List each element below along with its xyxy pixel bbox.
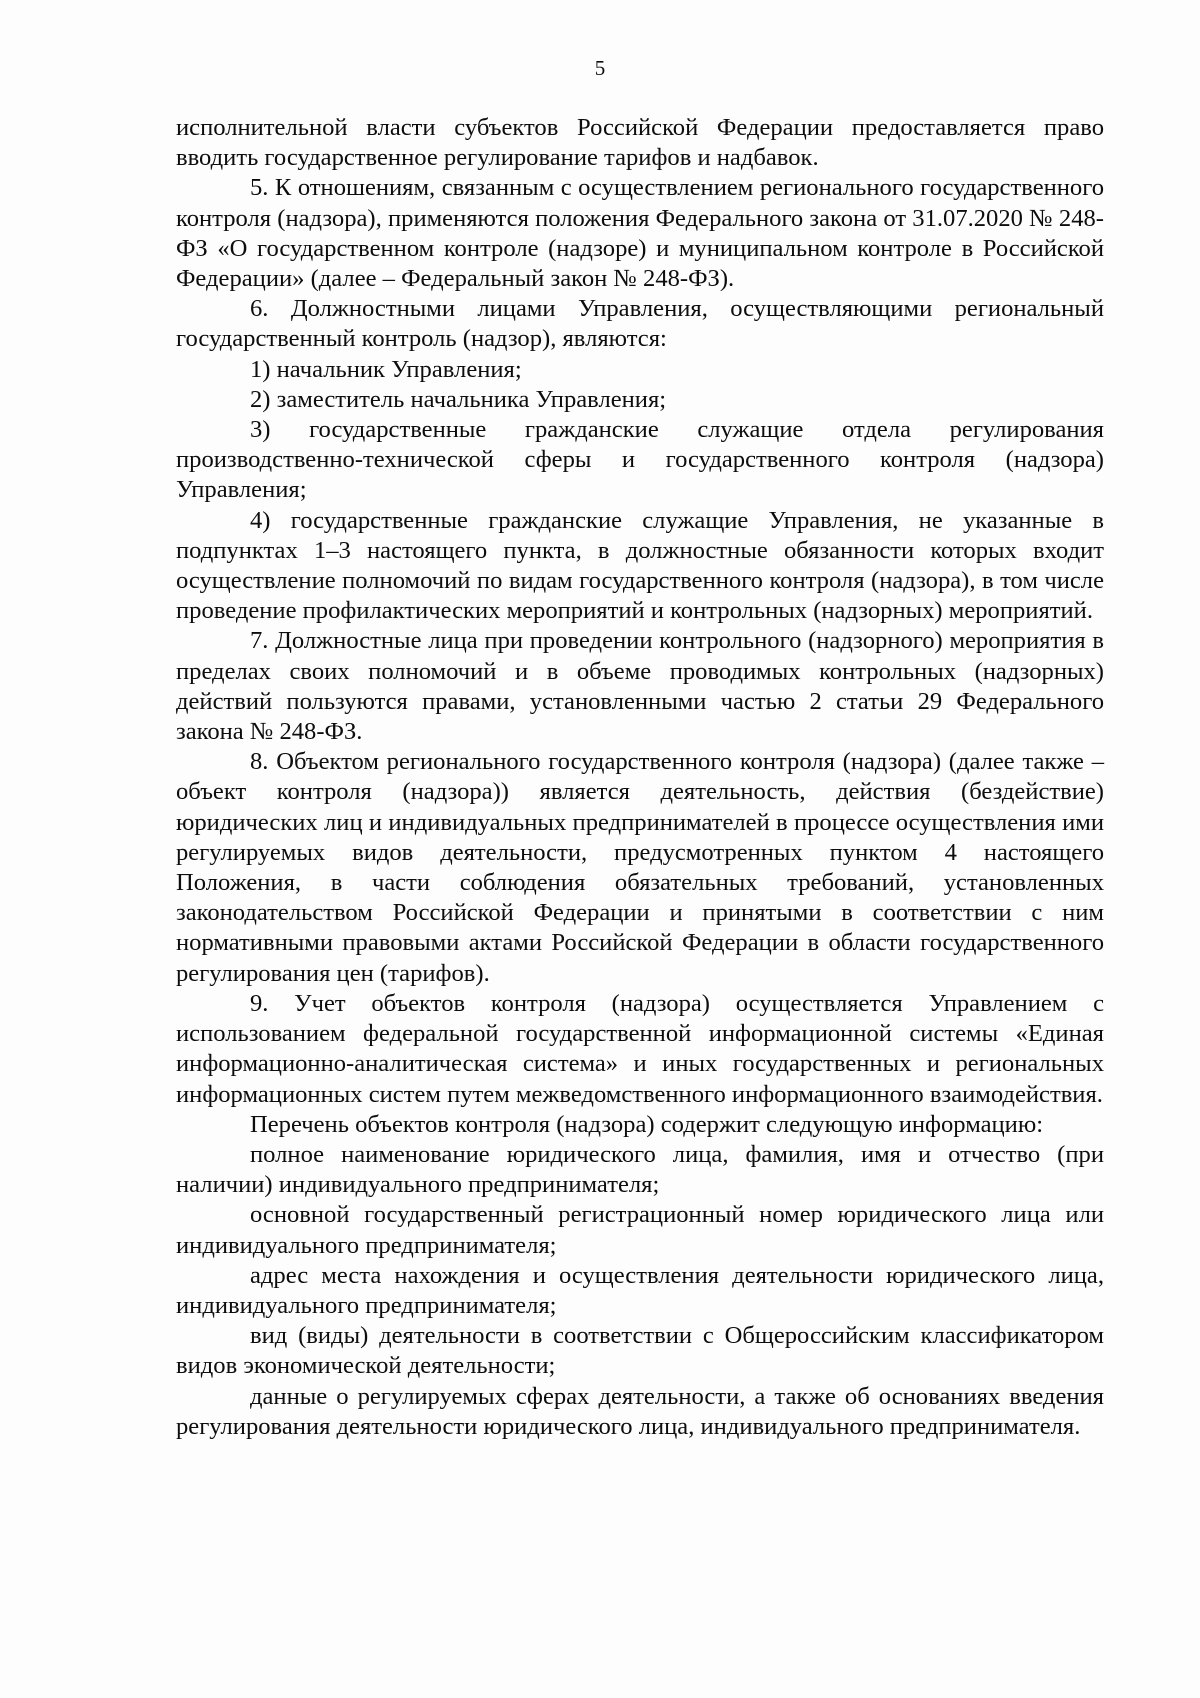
paragraph-item-8: 8. Объектом регионального государственного контроля (надзора) (далее также – объект контроля (надзора)) является деятельность, действия (бездействие) юридических лиц и индивидуальных предпринимателей в процессе осуществления ими регулируемых видов деятельности, предусмотренных пунктом 4 настоящего Положения, в части соблюдения обязательных требований, установленных законодательством Российской Федерации и принятыми в соответствии с ним нормативными правовыми актами Российской Федерации в области государственного регулирования цен (тарифов). — [176, 748, 1104, 987]
paragraph-subitem-3: 3) государственные гражданские служащие отдела регулирования производственно-технической сферы и государственного контроля (надзора) Управления; — [176, 416, 1104, 504]
paragraph-list-intro: Перечень объектов контроля (надзора) содержит следующую информацию: — [250, 1110, 1044, 1138]
paragraph-list-entry: основной государственный регистрационный номер юридического лица или индивидуального предпринимателя; — [176, 1201, 1104, 1259]
paragraph-item-5: 5. К отношениям, связанным с осуществлением регионального государственного контроля (надзора), применяются положения Федерального закона от 31.07.2020 № 248-ФЗ «О государственном контроле (надзоре) и муниципальном контроле в Российской Федерации» (далее – Федеральный закон № 248-ФЗ). — [176, 174, 1104, 293]
paragraph-item-6: 6. Должностными лицами Управления, осуществляющими региональный государственный контроль (надзор), являются: — [176, 295, 1104, 353]
paragraph-subitem-2: 2) заместитель начальника Управления; — [250, 385, 667, 413]
paragraph-subitem-1: 1) начальник Управления; — [250, 355, 522, 383]
paragraph-list-entry: данные о регулируемых сферах деятельности, а также об основаниях введения регулирования деятельности юридического лица, индивидуального предпринимателя. — [176, 1382, 1104, 1440]
paragraph-subitem-4: 4) государственные гражданские служащие Управления, не указанные в подпунктах 1–3 настоящего пункта, в должностные обязанности которых входит осуществление полномочий по видам государственного контроля (надзора), в том числе проведение профилактических мероприятий и контрольных (надзорных) мероприятий. — [176, 506, 1104, 625]
paragraph-list-entry: полное наименование юридического лица, фамилия, имя и отчество (при наличии) индивидуального предпринимателя; — [176, 1140, 1104, 1199]
page-number: 5 — [594, 56, 606, 80]
paragraph-list-entry: адрес места нахождения и осуществления деятельности юридического лица, индивидуального предпринимателя; — [176, 1261, 1104, 1319]
paragraph-list-entry: вид (виды) деятельности в соответствии с Общероссийским классификатором видов экономической деятельности; — [176, 1322, 1104, 1380]
document-body — [176, 113, 1104, 1442]
paragraph-item-7: 7. Должностные лица при проведении контрольного (надзорного) мероприятия в пределах своих полномочий и в объеме проводимых контрольных (надзорных) действий пользуются правами, установленными частью 2 статьи 29 Федерального закона № 248-ФЗ. — [176, 627, 1104, 746]
paragraph-continuation: исполнительной власти субъектов Российской Федерации предоставляется право вводить государственное регулирование тарифов и надбавок. — [176, 114, 1104, 172]
paragraph-item-9: 9. Учет объектов контроля (надзора) осуществляется Управлением с использованием федеральной государственной информационной системы «Единая информационно-аналитическая система» и иных государственных и региональных информационных систем путем межведомственного информационного взаимодействия. — [176, 989, 1104, 1108]
